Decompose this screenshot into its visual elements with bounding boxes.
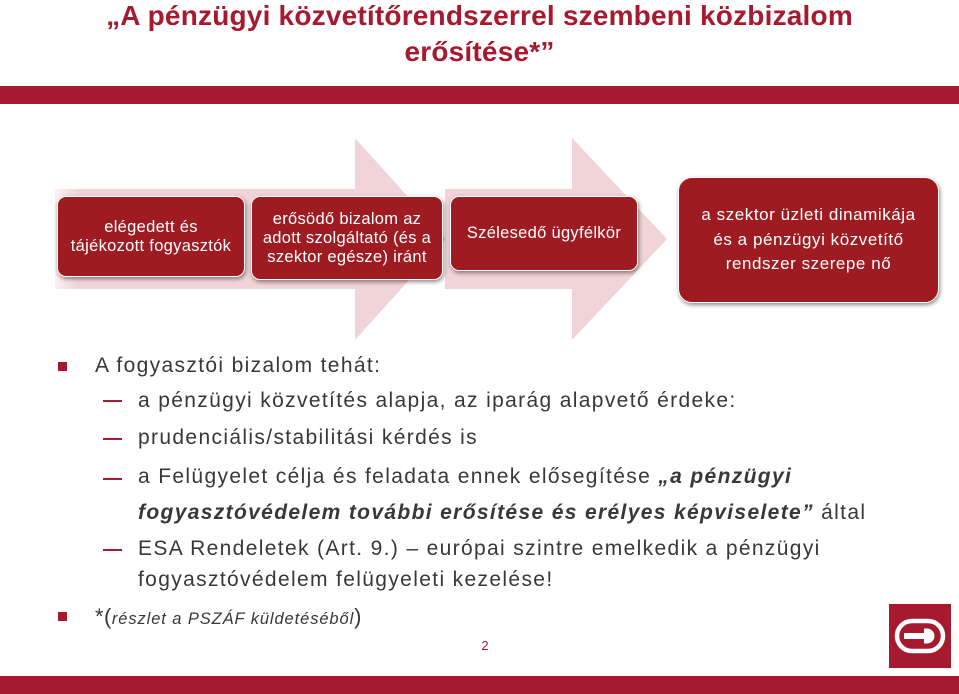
process-step-2: [251, 196, 443, 280]
sub-bullet-4-line-1: ESA Rendeletek (Art. 9.) – európai szintre emelkedik a pénzügyi: [138, 537, 821, 560]
dash-bullet-icon: [103, 549, 122, 551]
process-step-2-line-2: adott szolgáltató (és a: [262, 228, 432, 247]
slide-title-line-2: erősítése*”: [404, 36, 555, 67]
sub-bullet-2-text: prudenciális/stabilitási kérdés is: [138, 426, 479, 449]
square-bullet-icon: [58, 612, 67, 621]
process-step-1-line-1: elégedett és: [104, 217, 198, 236]
sub-bullet-3-text-before: a Felügyelet célja és feladata ennek elősegítése: [138, 465, 659, 488]
dash-bullet-icon: [103, 400, 122, 402]
sub-bullet-3-line-2: [138, 501, 866, 525]
square-bullet-icon: [58, 362, 67, 371]
dash-bullet-icon: [103, 438, 122, 440]
sub-bullet-3-emphasis-2: fogyasztóvédelem további erősítése és erélyes képviselete”: [138, 501, 814, 524]
footer-bar: [0, 676, 959, 694]
page-number: 2: [481, 638, 489, 653]
source-note-prefix: *(: [95, 604, 112, 629]
source-note-text: részlet a PSZÁF küldetéséből: [111, 610, 355, 628]
sub-bullet-3-line-1: [138, 465, 792, 489]
process-step-1-line-2: tájékozott fogyasztók: [70, 236, 232, 255]
process-step-4-line-2: és a pénzügyi közvetítő: [713, 229, 904, 249]
sub-bullet-3-text-after: által: [813, 501, 867, 524]
slide-title-line-1: „A pénzügyi közvetítőrendszerrel szembeni közbizalom: [106, 0, 853, 31]
process-step-1: [57, 196, 245, 277]
logo-bar: [904, 633, 926, 639]
process-step-2-line-1: erősödő bizalom az: [272, 209, 422, 228]
dash-bullet-icon: [103, 478, 122, 480]
source-note-suffix: ): [354, 604, 362, 629]
process-step-3: [450, 196, 638, 271]
process-step-4: [678, 177, 939, 303]
process-step-4-line-3: rendszer szerepe nő: [725, 254, 892, 274]
sub-bullet-4-line-2: fogyasztóvédelem felügyeleti kezelése!: [138, 568, 554, 591]
sub-bullet-1-text: a pénzügyi közvetítés alapja, az iparág alapvető érdeke:: [138, 389, 737, 412]
process-step-2-line-3: szektor egésze) iránt: [267, 247, 427, 266]
sub-bullet-3-emphasis-1: „a pénzügyi: [658, 465, 793, 488]
bullet-2-source-note: [95, 605, 362, 631]
process-step-4-line-1: a szektor üzleti dinamikája: [701, 205, 916, 225]
process-step-3-line-1: Szélesedő ügyfélkör: [466, 224, 622, 242]
institution-logo-icon: [889, 604, 951, 668]
bullet-1-text: A fogyasztói bizalom tehát:: [95, 354, 382, 377]
